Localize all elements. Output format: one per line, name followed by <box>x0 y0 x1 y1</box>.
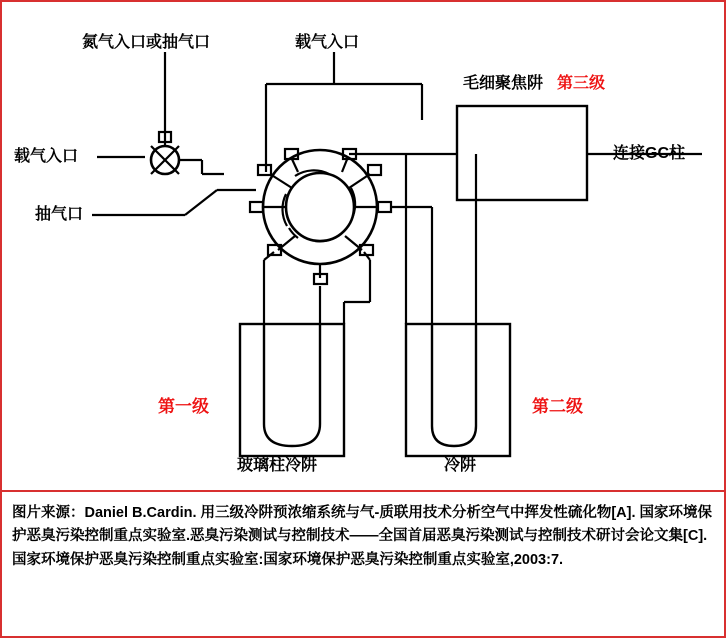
label-stage-one: 第一级 <box>158 397 209 416</box>
label-vent-port: 抽气口 <box>35 206 84 223</box>
label-connect-gc-column: 连接GC柱 <box>613 145 686 162</box>
label-carrier-gas-inlet-left: 载气入口 <box>14 148 79 165</box>
label-glass-column-cold-trap: 玻璃柱冷阱 <box>237 457 318 474</box>
port-fitting-ur <box>368 165 381 175</box>
label-capillary-focusing-trap: 毛细聚焦阱 <box>463 75 544 92</box>
diagram-area <box>2 2 724 490</box>
port-stub-ul <box>270 174 292 188</box>
line-vent-step <box>185 190 217 215</box>
port-fitting-ul <box>258 165 271 175</box>
caption-divider <box>2 490 724 492</box>
label-stage-two: 第二级 <box>532 397 583 416</box>
schematic-drawing <box>2 2 724 490</box>
stage-one-dewar-box <box>240 324 344 456</box>
figure-caption: 图片来源：Daniel B.Cardin. 用三级冷阱预浓缩系统与气-质联用技术分析空气中挥发性硫化物[A]. 国家环境保护恶臭污染控制重点实验室.恶臭污染测试与控制技术——全国首届恶臭污染测试与控制技术研讨会论文集[C].国家环境保护恶臭污染控制重点实验室:国家环境保护恶臭污染控制重点实验室,2003:7. <box>12 505 713 568</box>
stage-two-dewar-box <box>406 324 510 456</box>
label-nitrogen-inlet-or-vent: 氮气入口或抽气口 <box>82 34 211 51</box>
label-carrier-gas-inlet-top: 载气入口 <box>295 34 360 51</box>
port-stub-ur <box>349 174 370 188</box>
stage-one-u-tube <box>264 324 320 446</box>
rotary-valve-inner-circle <box>286 173 354 241</box>
label-stage-three: 第三级 <box>557 75 606 92</box>
label-cold-trap: 冷阱 <box>444 457 477 474</box>
stage-two-u-tube <box>432 324 476 446</box>
port-fitting-right <box>378 202 391 212</box>
port-fitting-left <box>250 202 263 212</box>
